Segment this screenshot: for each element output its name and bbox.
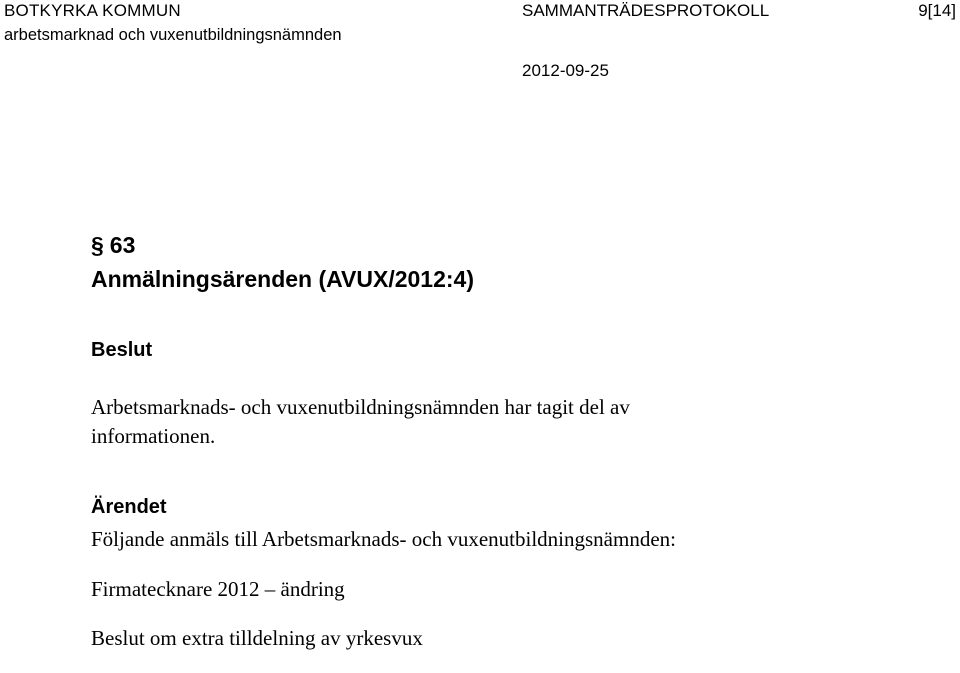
header-board: arbetsmarknad och vuxenutbildningsnämnden (4, 26, 342, 44)
paragraph-number-line (91, 230, 135, 260)
header-date: 2012-09-25 (522, 61, 609, 80)
paragraph-sign-icon: § (91, 232, 104, 258)
beslut-heading: Beslut (91, 339, 153, 361)
header-page-number: 9[14] (918, 1, 956, 20)
beslut-text: Arbetsmarknads- och vuxenutbildningsnämnden har tagit del av informationen. (91, 395, 630, 448)
header-document-type: SAMMANTRÄDESPROTOKOLL (522, 1, 770, 20)
list-item: Firmatecknare 2012 – ändring (91, 577, 345, 601)
header-organization: BOTKYRKA KOMMUN (4, 1, 181, 20)
arendet-item-list (91, 575, 423, 673)
paragraph-number: 63 (109, 232, 136, 258)
arendet-intro: Följande anmäls till Arbetsmarknads- och vuxenutbildningsnämnden: (91, 527, 676, 551)
arendet-heading: Ärendet (91, 496, 167, 518)
paragraph-title: Anmälningsärenden (AVUX/2012:4) (91, 266, 475, 292)
list-item: Beslut om extra tilldelning av yrkesvux (91, 626, 423, 650)
